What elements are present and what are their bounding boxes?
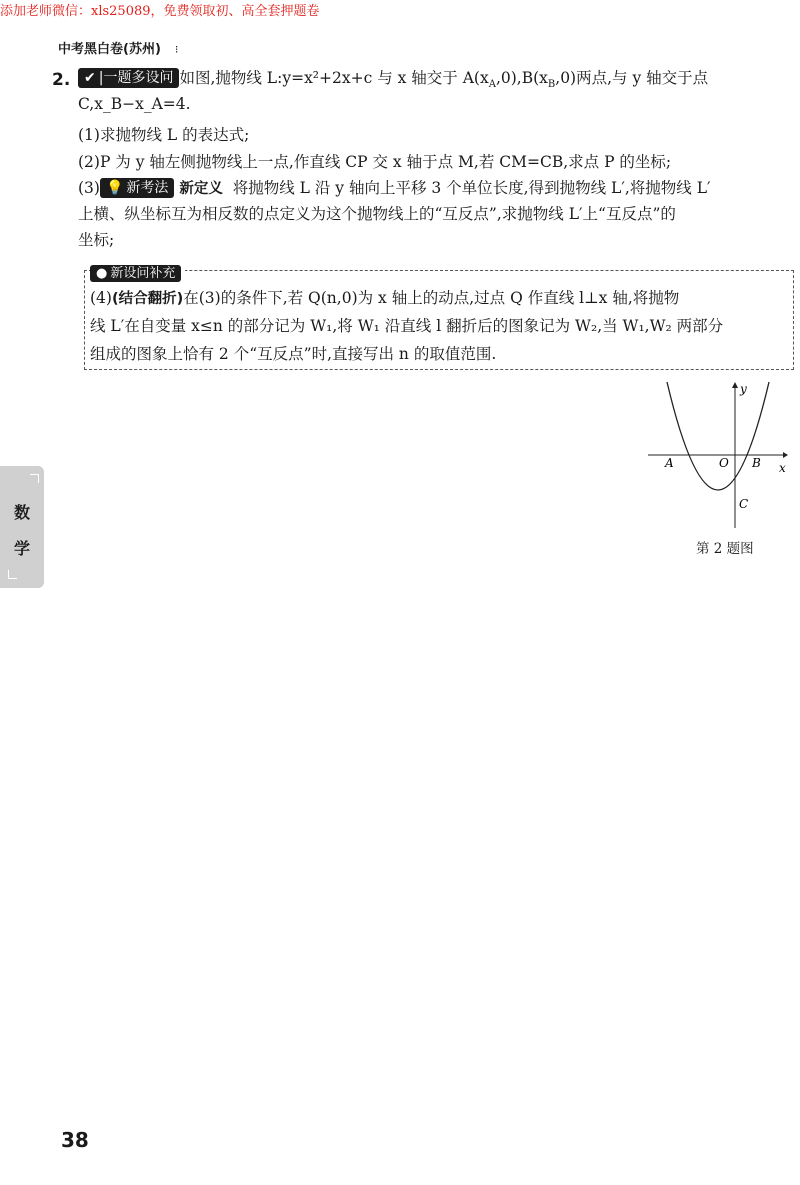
question-number: 2. bbox=[52, 70, 71, 90]
supplement-tag: ● 新设问补充 bbox=[90, 263, 185, 282]
book-header bbox=[58, 38, 178, 57]
label-y: y bbox=[740, 382, 747, 396]
page-number: 38 bbox=[61, 1128, 89, 1152]
x-axis-arrow-icon bbox=[783, 452, 788, 458]
figure-caption: 第 2 题图 bbox=[696, 541, 754, 557]
question-part1: (1)求抛物线 L 的表达式; bbox=[78, 126, 250, 144]
new-definition-label: 新定义 bbox=[179, 181, 223, 197]
header-dots: ⁝ bbox=[174, 43, 179, 56]
side-tab-char2: 学 bbox=[14, 539, 31, 558]
new-method-tag: 💡 新考法 bbox=[100, 178, 174, 198]
question-tag: ✔ |一题多设问 bbox=[78, 68, 179, 88]
check-icon: ✔ bbox=[84, 70, 96, 86]
supplement-line3: 组成的图象上恰有 2 个“互反点”时,直接写出 n 的取值范围. bbox=[90, 345, 497, 363]
bulb-icon: ● bbox=[96, 266, 108, 281]
parabola-curve bbox=[667, 382, 769, 490]
side-tab-char1: 数 bbox=[14, 503, 31, 522]
label-o: O bbox=[719, 456, 729, 470]
question-part2: (2)P 为 y 轴左侧抛物线上一点,作直线 CP 交 x 轴于点 M,若 CM=CB,求点 P 的坐标; bbox=[78, 153, 672, 171]
question-part3-line1: (3) 💡 新考法 新定义 将抛物线 L 沿 y 轴向上平移 3 个单位长度,得到抛物线 L′,将抛物线 L′ bbox=[78, 179, 711, 197]
tab-corner-bottom bbox=[8, 570, 17, 579]
tab-corner-top bbox=[30, 474, 39, 483]
fold-label: (结合翻折) bbox=[111, 291, 184, 307]
subject-side-tab bbox=[0, 466, 44, 588]
book-title: 中考黑白卷(苏州) bbox=[58, 42, 161, 57]
supplement-line2: 线 L′在自变量 x≤n 的部分记为 W₁,将 W₁ 沿直线 l 翻折后的图象记为 W₂,当 W₁,W₂ 两部分 bbox=[90, 317, 724, 335]
question-part3-line3: 坐标; bbox=[78, 231, 115, 249]
question-part3-line2: 上横、纵坐标互为相反数的点定义为这个抛物线上的“互反点”,求抛物线 L′上“互反点”的 bbox=[78, 205, 676, 223]
label-x: x bbox=[779, 461, 786, 475]
promo-banner-text: 添加老师微信：xls25089，免费领取初、高全套押题卷 bbox=[0, 4, 320, 19]
label-b: B bbox=[752, 456, 761, 470]
question-stem-line2: C,x_B−x_A=4. bbox=[78, 95, 191, 113]
question-stem-line1: ✔ |一题多设问 如图,抛物线 L:y=x²+2x+c 与 x 轴交于 $A(x_A,0),B(x_B,0)$两点,与 y 轴交于点 bbox=[78, 66, 708, 90]
supplement-line1: (4)(结合翻折)在(3)的条件下,若 Q(n,0)为 x 轴上的动点,过点 Q 作直线 l⊥x 轴,将抛物 bbox=[90, 289, 680, 307]
parabola-figure bbox=[643, 380, 788, 530]
y-axis-arrow-icon bbox=[732, 382, 738, 388]
label-a: A bbox=[665, 456, 674, 470]
label-c: C bbox=[739, 497, 749, 511]
lightbulb-icon: 💡 bbox=[105, 180, 124, 196]
